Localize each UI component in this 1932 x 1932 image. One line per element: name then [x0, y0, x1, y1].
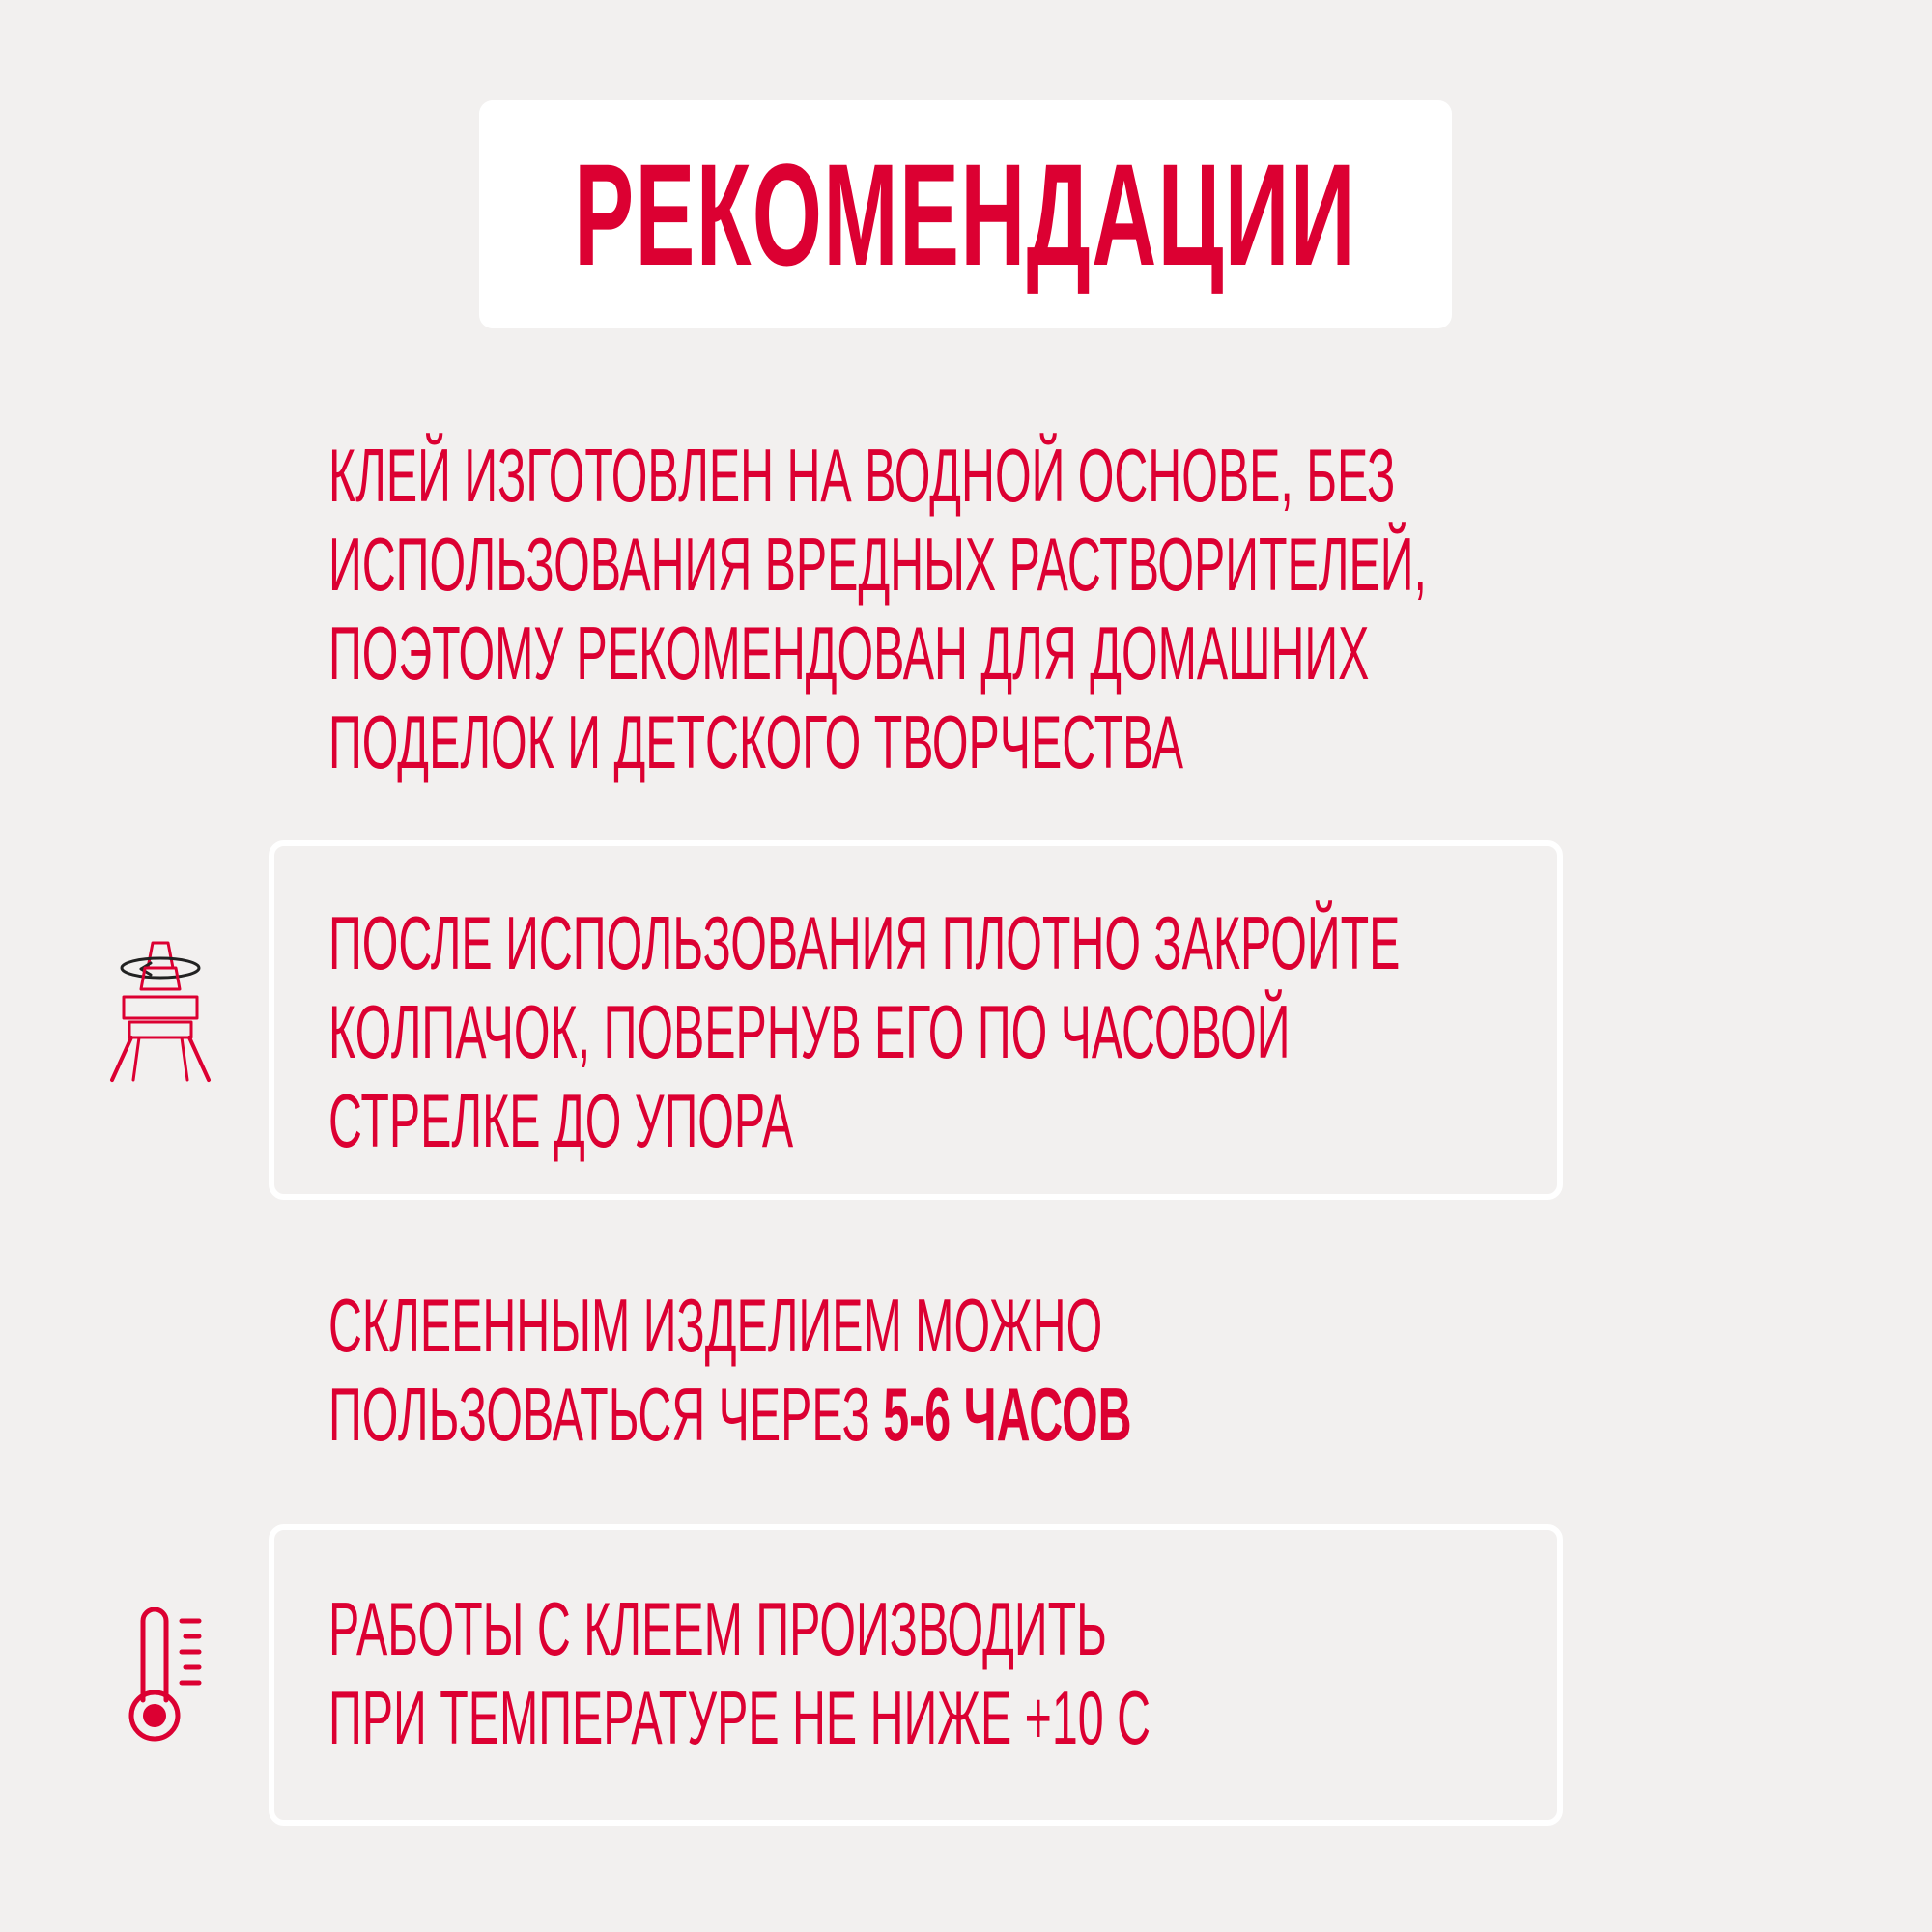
text-line: РАБОТЫ С КЛЕЕМ ПРОИЗВОДИТЬ: [328, 1586, 1107, 1671]
bottle-cap-rotate-icon: [106, 939, 214, 1084]
text-line: СКЛЕЕННЫМ ИЗДЕЛИЕМ МОЖНО: [328, 1283, 1103, 1368]
text-line: КЛЕЙ ИЗГОТОВЛЕН НА ВОДНОЙ ОСНОВЕ, БЕЗ: [328, 433, 1396, 518]
text-line: ПОЭТОМУ РЕКОМЕНДОВАН ДЛЯ ДОМАШНИХ: [328, 611, 1370, 696]
text-line: ИСПОЛЬЗОВАНИЯ ВРЕДНЫХ РАСТВОРИТЕЛЕЙ,: [328, 522, 1427, 607]
recommendation-water-based: [328, 431, 1932, 786]
thermometer-icon: [126, 1607, 203, 1745]
highlight-hours: 5-6 ЧАСОВ: [883, 1372, 1132, 1457]
text-line: КОЛПАЧОК, ПОВЕРНУВ ЕГО ПО ЧАСОВОЙ: [328, 989, 1291, 1074]
recommendation-close-cap: [328, 898, 1932, 1165]
recommendation-temperature: [328, 1584, 1655, 1762]
recommendation-text: [328, 431, 1427, 786]
recommendation-usage-time: [328, 1281, 1624, 1459]
text-line: СТРЕЛКЕ ДО УПОРА: [328, 1078, 794, 1163]
recommendation-text: [328, 1281, 1132, 1459]
text-line: [328, 1370, 1132, 1459]
text-line: ПРИ ТЕМПЕРАТУРЕ НЕ НИЖЕ +10 С: [328, 1675, 1151, 1760]
recommendation-text: [328, 898, 1400, 1165]
text-prefix: ПОЛЬЗОВАТЬСЯ ЧЕРЕЗ: [328, 1372, 884, 1457]
text-line: ПОДЕЛОК И ДЕТСКОГО ТВОРЧЕСТВА: [328, 699, 1184, 784]
recommendation-text: [328, 1584, 1151, 1762]
text-line: ПОСЛЕ ИСПОЛЬЗОВАНИЯ ПЛОТНО ЗАКРОЙТЕ: [328, 900, 1401, 985]
page-title: РЕКОМЕНДАЦИИ: [574, 133, 1357, 296]
title-box: [479, 100, 1452, 328]
